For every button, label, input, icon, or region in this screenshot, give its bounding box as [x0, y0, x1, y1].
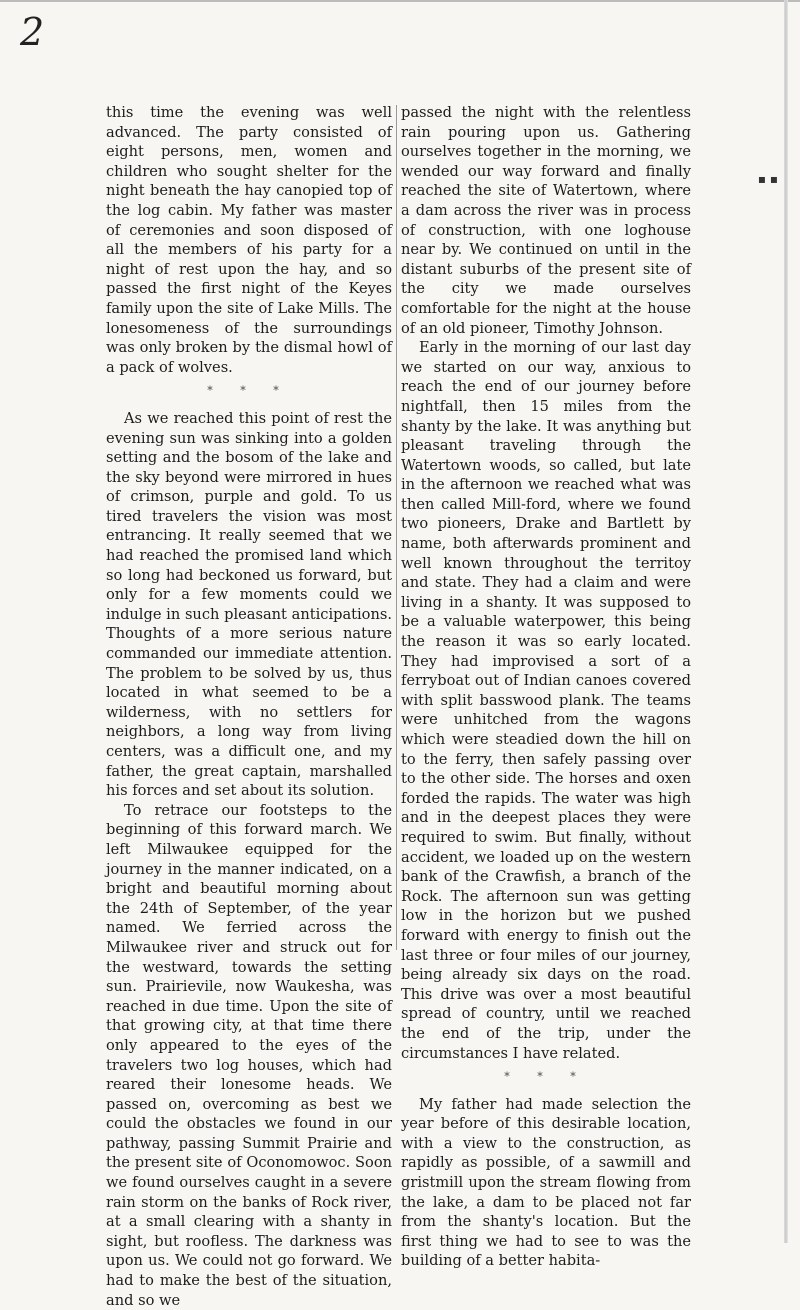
column-divider [396, 105, 397, 950]
top-border [0, 0, 800, 2]
section-separator: * * * [207, 384, 291, 398]
page-number: 2 [20, 10, 45, 54]
section-separator: * * * [504, 1070, 588, 1084]
paragraph: passed the night with the relentless rain pouring upon us. Gathering ourselves together in the morning, we wended our way forward and finally reached the site of Watertown, where a dam across the river was in process of construction, with one loghouse near by. We continued on until in the distant suburbs of the present site of the city we made ourselves comfortable for the night at the house of an old pioneer, Timothy Johnson. [401, 104, 691, 337]
left-column [106, 103, 392, 1310]
paragraph: As we reached this point of rest the evening sun was sinking into a golden setting and the bosom of the lake and the sky beyond were mirrored in hues of crimson, purple and gold. To us tired travelers the vision was most entrancing. It really seemed that we had reached the promised land which so long had beckoned us forward, but only for a few moments could we indulge in such pleasant anticipations. Thoughts of a more serious nature commanded our immediate attention. The problem to be solved by us, thus located in what seemed to be a wilderness, with no settlers for neighbors, a long way from living centers, was a difficult one, and my father, the great captain, marshalled his forces and set about its solution. [106, 409, 392, 800]
paragraph: this time the evening was well advanced. The party consisted of eight persons, men, women and children who sought shelter for the night beneath the hay canopied top of the log cabin. My father was master of ceremonies and soon disposed of all the members of his party for a night of rest upon the hay, and so passed the first night of the Keyes family upon the site of Lake Mills. The lonesomeness of the surroundings was only broken by the dismal howl of a pack of wolves. [106, 104, 392, 376]
right-column [401, 103, 691, 1271]
paragraph: Early in the morning of our last day we started on our way, anxious to reach the end of our journey before nightfall, then 15 miles from the shanty by the lake. It was anything but pleasant traveling through the Watertown woods, so called, but late in the afternoon we reached what was then called Mill-ford, where we found two pioneers, Drake and Bartlett by name, both afterwards prominent and well known throughout the territoy and state. They had a claim and were living in a shanty. It was supposed to be a valuable waterpower, this being the reason it was so early located. They had improvised a sort of a ferryboat out of Indian canoes covered with split basswood plank. The teams were unhitched from the wagons which were steadied down the hill on to the ferry, then safely passing over to the other side. The horses and oxen forded the rapids. The water was high and in the deepest places they were required to swim. But finally, without accident, we loaded up on the western bank of the Crawfish, a branch of the Rock. The afternoon sun was getting low in the horizon but we pushed forward with energy to finish out the last three or four miles of our journey, being already six days on the road. This drive was over a most beautiful spread of country, until we reached the end of the trip, under the circumstances I have related. [401, 339, 691, 1062]
paragraph: To retrace our footsteps to the beginning of this forward march. We left Milwaukee equipped for the journey in the manner indicated, on a bright and beautiful morning about the 24th of September, of the year named. We ferried across the Milwaukee river and struck out for the westward, towards the setting sun. Prairievile, now Waukesha, was reached in due time. Upon the site of that growing city, at that time there only appeared to the eyes of the travelers two log houses, which had reared their lonesome heads. We passed on, overcoming as best we could the obstacles we found in our pathway, passing Summit Prairie and the present site of Oconomowoc. Soon we found ourselves caught in a severe rain storm on the banks of Rock river, at a small clearing with a shanty in sight, but roofless. The darkness was upon us. We could not go forward. We had to make the best of the situation, and so we [106, 801, 392, 1309]
paragraph: My father had made selection the year before of this desirable location, with a view to the construction, as rapidly as possible, of a sawmill and gristmill upon the stream flowing from the lake, a dam to be placed not far from the shanty's location. But the first thing we had to see to was the building of a better habita- [401, 1095, 691, 1270]
margin-mark: ▪ ▪ [757, 172, 778, 186]
page-edge [784, 0, 788, 1243]
